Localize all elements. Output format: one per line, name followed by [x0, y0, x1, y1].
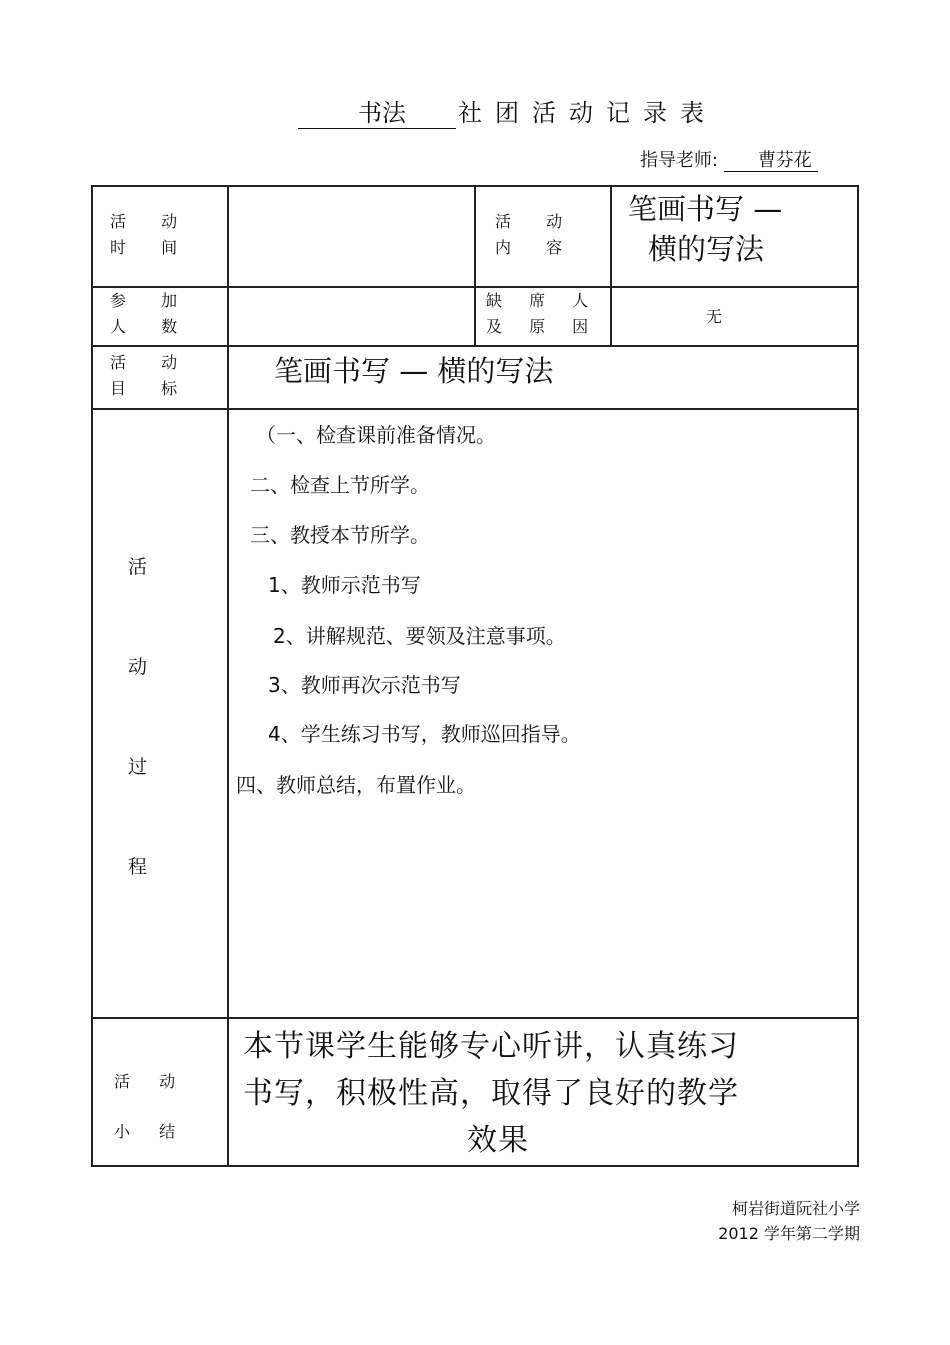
activity-goal-value: 笔画书写 — 横的写法: [274, 354, 554, 388]
label-line: 内 容: [495, 238, 578, 257]
label-line: 参 加: [110, 291, 193, 310]
summary-line: 本节课学生能够专心听讲，认真练习: [243, 1029, 739, 1064]
label-line: 活 动: [110, 212, 193, 231]
activity-content-value: [628, 189, 782, 269]
process-label-char: 过: [128, 756, 148, 778]
process-step: （一、检查课前准备情况。: [256, 423, 496, 447]
footer: [718, 1196, 860, 1246]
process-label-char: 活: [128, 556, 148, 578]
column-divider: [227, 185, 229, 1166]
table-border-right: [857, 185, 859, 1166]
summary-text: [243, 1023, 753, 1164]
table-border-left: [91, 185, 93, 1166]
content-line: 横的写法: [648, 232, 765, 266]
teacher-name: 曹芬花: [724, 150, 818, 172]
label-line: 及 原 因: [486, 317, 600, 336]
form-title: [298, 96, 717, 130]
process-step: 二、检查上节所学。: [250, 473, 430, 497]
label-line: 缺 席 人: [486, 291, 600, 310]
column-divider: [610, 185, 612, 346]
label-line: 活 动: [110, 353, 193, 372]
term-label: 2012 学年第二学期: [718, 1224, 860, 1243]
process-label-char: 动: [128, 656, 148, 678]
process-step: 2、讲解规范、要领及注意事项。: [273, 624, 566, 648]
label-line: 时 间: [110, 238, 193, 257]
teacher-label: 指导老师:: [640, 150, 719, 171]
absence-value: 无: [706, 307, 723, 326]
activity-content-label: [495, 209, 577, 261]
process-step: 4、学生练习书写，教师巡回指导。: [268, 722, 581, 746]
content-line: 笔画书写 —: [628, 192, 783, 226]
table-border-bottom: [91, 1165, 859, 1167]
absence-label: [486, 288, 599, 340]
row-divider: [91, 1017, 859, 1019]
activity-goal-label: [110, 350, 192, 402]
school-name: 柯岩街道阮社小学: [731, 1199, 860, 1218]
label-line: 小 结: [114, 1122, 188, 1141]
row-divider: [91, 408, 859, 410]
label-line: 人 数: [110, 317, 193, 336]
title-text: 社团活动记录表: [458, 99, 717, 127]
process-step: 3、教师再次示范书写: [268, 673, 461, 697]
attendance-label: [110, 288, 192, 340]
summary-line: 书写，积极性高，取得了良好的教学: [243, 1076, 739, 1111]
summary-line: 效果: [467, 1123, 529, 1158]
club-subject: 书法: [298, 98, 456, 129]
label-line: 目 标: [110, 379, 193, 398]
teacher-line: [640, 146, 818, 172]
label-line: 活 动: [114, 1072, 188, 1091]
process-step: 四、教师总结，布置作业。: [236, 773, 476, 797]
summary-label: [114, 1057, 187, 1157]
process-step: 1、教师示范书写: [268, 573, 421, 597]
label-line: 活 动: [495, 212, 578, 231]
column-divider: [474, 185, 476, 346]
process-step: 三、教授本节所学。: [250, 523, 430, 547]
process-label-char: 程: [128, 856, 148, 878]
activity-time-label: [110, 209, 192, 261]
